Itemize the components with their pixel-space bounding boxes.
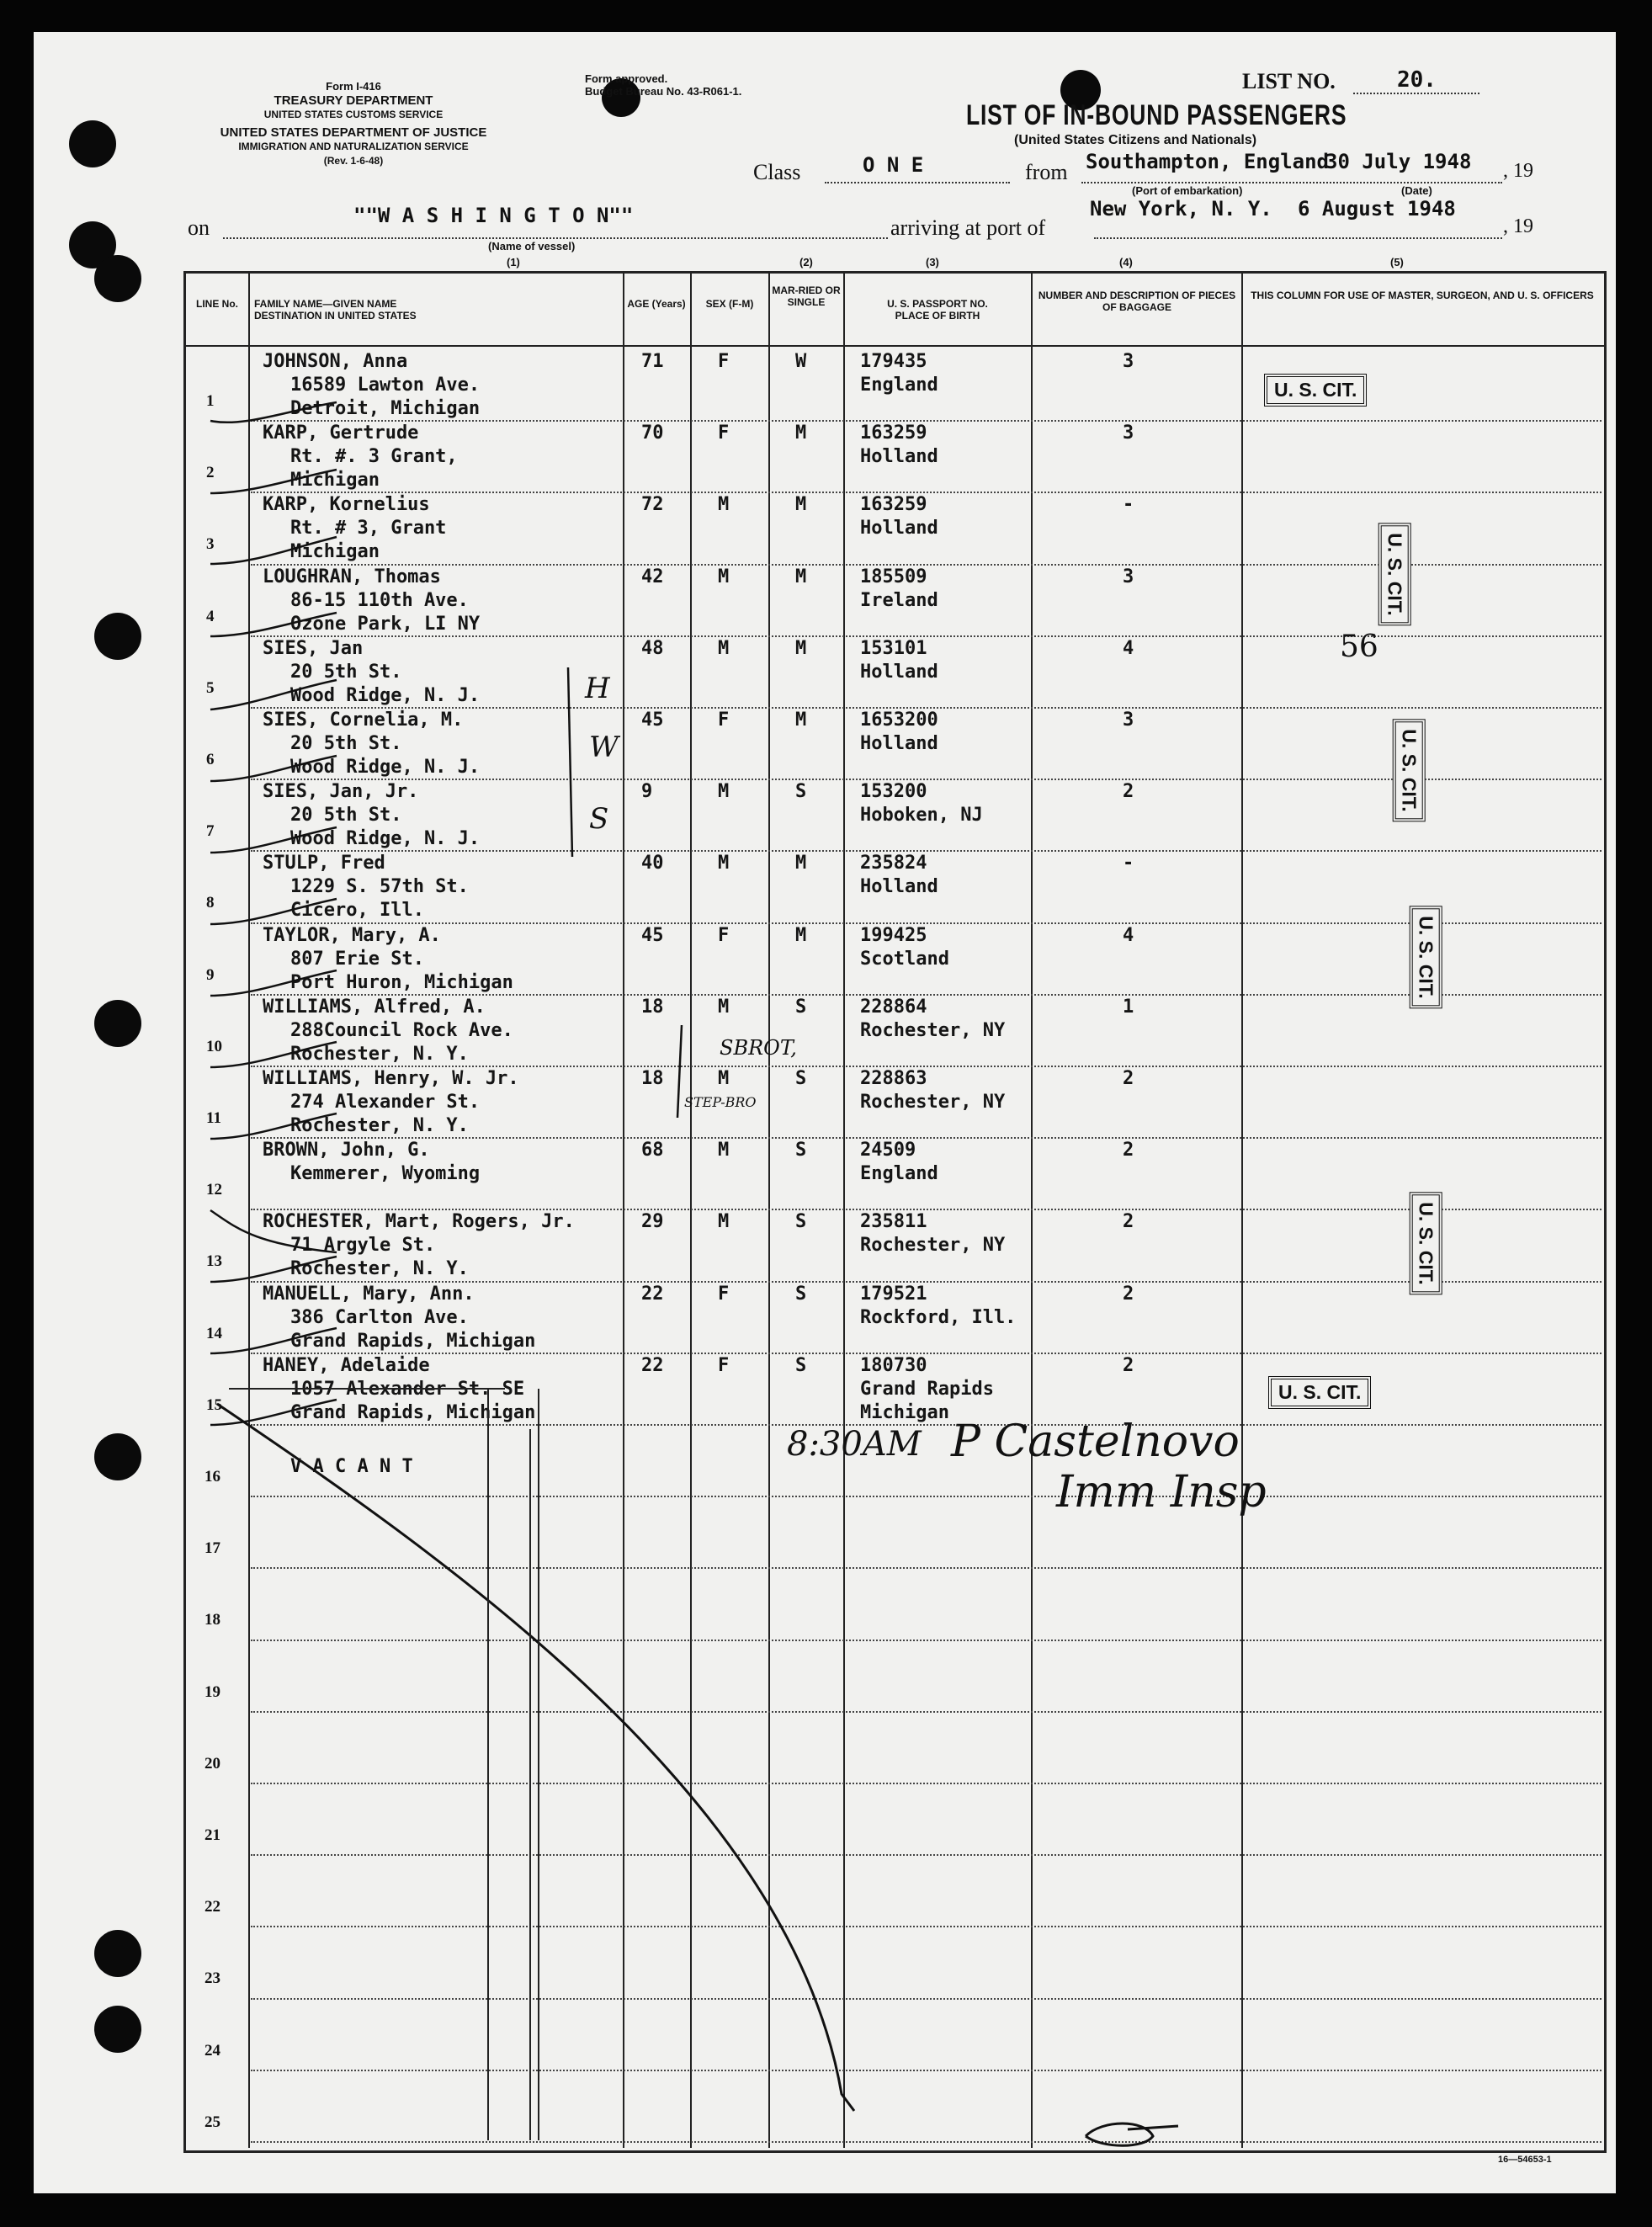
from-year: , 19	[1503, 160, 1533, 182]
us-cit-stamp: U. S. CIT.	[1410, 1192, 1442, 1294]
line-number: 9	[206, 965, 215, 984]
line-number: 11	[206, 1109, 221, 1127]
passenger-name-line: Wood Ridge, N. J.	[290, 684, 481, 706]
birthplace-cell: Rochester, NY	[860, 1235, 1006, 1257]
passenger-name-line: Rochester, N. Y.	[290, 1043, 469, 1065]
sex-cell: F	[718, 1354, 730, 1376]
passenger-name-line: MANUELL, Mary, Ann.	[263, 1283, 475, 1305]
baggage-cell: 2	[1123, 1068, 1134, 1089]
sex-cell: M	[718, 566, 730, 587]
age-cell: 22	[641, 1354, 664, 1376]
baggage-cell: 2	[1123, 1140, 1134, 1161]
baggage-cell: -	[1123, 494, 1134, 516]
vessel-name: ""W A S H I N G T O N""	[353, 204, 634, 227]
sex-cell: M	[718, 1211, 730, 1233]
passenger-name-line: SIES, Jan	[263, 637, 364, 659]
birthplace-cell: Holland	[860, 661, 938, 683]
marital-cell: S	[795, 1140, 807, 1161]
age-cell: 45	[641, 710, 664, 731]
passenger-name-line: Rochester, N. Y.	[290, 1115, 469, 1136]
manifest-page	[34, 32, 1616, 2193]
passport-cell: 185509	[860, 566, 927, 587]
passenger-name-line: Grand Rapids, Michigan	[290, 1330, 536, 1352]
marital-cell: M	[795, 494, 807, 516]
passenger-name-line: Michigan	[290, 541, 380, 563]
line-number: 8	[206, 894, 215, 912]
col-header-baggage: NUMBER AND DESCRIPTION OF PIECES OF BAGGAGE	[1038, 290, 1236, 313]
passenger-name-line: 288Council Rock Ave.	[290, 1019, 513, 1041]
arriving-date: 6 August 1948	[1298, 197, 1456, 221]
page-subtitle: (United States Citizens and Nationals)	[1014, 133, 1257, 147]
sex-cell: M	[718, 996, 730, 1018]
col-num-4: (4)	[1119, 256, 1133, 268]
passenger-name-line: 71 Argyle St.	[290, 1235, 436, 1257]
marital-cell: S	[795, 1354, 807, 1376]
passenger-name-line: Detroit, Michigan	[290, 398, 481, 419]
us-cit-stamp: U. S. CIT.	[1264, 374, 1367, 407]
line-number: 23	[205, 1969, 220, 1988]
line-number: 21	[205, 1826, 220, 1844]
passenger-name-line: SIES, Cornelia, M.	[263, 710, 464, 731]
us-cit-stamp: U. S. CIT.	[1378, 523, 1411, 625]
handwritten-h: H	[585, 672, 610, 705]
col-header-line: LINE No.	[196, 298, 238, 310]
line-number: 5	[206, 678, 215, 697]
passport-cell: 235824	[860, 853, 927, 874]
passenger-name-line: SIES, Jan, Jr.	[263, 781, 419, 803]
line-number: 19	[205, 1682, 220, 1701]
us-cit-stamp: U. S. CIT.	[1268, 1376, 1371, 1409]
line-number: 13	[206, 1252, 222, 1271]
age-cell: 71	[641, 351, 664, 372]
passenger-name-line: KARP, Gertrude	[263, 423, 419, 444]
line-number: 1	[206, 392, 215, 410]
marital-cell: M	[795, 924, 807, 946]
line-number: 12	[206, 1181, 222, 1199]
birthplace-cell: Hoboken, NJ	[860, 805, 983, 826]
passenger-name-line: Wood Ridge, N. J.	[290, 757, 481, 778]
passenger-name-line: 274 Alexander St.	[290, 1092, 481, 1113]
vacant-label: V A C A N T	[290, 1456, 413, 1477]
marital-cell: M	[795, 637, 807, 659]
marital-cell: M	[795, 853, 807, 874]
age-cell: 45	[641, 924, 664, 946]
passenger-name-line: 807 Erie St.	[290, 948, 424, 970]
line-number: 24	[205, 2041, 220, 2060]
from-port: Southampton, England	[1086, 150, 1329, 173]
line-number: 18	[205, 1611, 220, 1629]
col-num-5: (5)	[1390, 256, 1404, 268]
sex-cell: M	[718, 1140, 730, 1161]
age-cell: 29	[641, 1211, 664, 1233]
from-date: 30 July 1948	[1325, 150, 1472, 173]
passport-cell: 153101	[860, 637, 927, 659]
treasury-dept: TREASURY DEPARTMENT	[274, 93, 433, 108]
birthplace-cell: Rochester, NY	[860, 1092, 1006, 1113]
baggage-cell: 3	[1123, 351, 1134, 372]
marital-cell: M	[795, 566, 807, 587]
baggage-cell: 2	[1123, 1354, 1134, 1376]
marital-cell: W	[795, 351, 807, 372]
passenger-name-line: BROWN, John, G.	[263, 1140, 430, 1161]
sex-cell: M	[718, 1068, 730, 1089]
marital-cell: S	[795, 1068, 807, 1089]
bureau-no: Budget Bureau No. 43-R061-1.	[585, 85, 742, 98]
marital-cell: S	[795, 1211, 807, 1233]
passport-cell: 1653200	[860, 710, 938, 731]
baggage-cell: 4	[1123, 637, 1134, 659]
passport-cell: 228863	[860, 1068, 927, 1089]
birthplace-cell: Rockford, Ill.	[860, 1306, 1017, 1328]
age-cell: 42	[641, 566, 664, 587]
line-number: 22	[205, 1898, 220, 1916]
handwritten-stepbro: STEP-BRO	[684, 1094, 757, 1110]
form-number: Form I-416	[326, 80, 381, 93]
col-header-passport: U. S. PASSPORT NO. PLACE OF BIRTH	[887, 298, 988, 322]
handwritten-time: 8:30AM	[787, 1425, 922, 1464]
passenger-name-line: 386 Carlton Ave.	[290, 1306, 469, 1328]
passenger-name-line: TAYLOR, Mary, A.	[263, 924, 441, 946]
justice-dept: UNITED STATES DEPARTMENT OF JUSTICE	[220, 125, 487, 140]
line-number: 2	[206, 464, 215, 482]
age-cell: 68	[641, 1140, 664, 1161]
line-number: 14	[206, 1324, 222, 1342]
passenger-name-line: JOHNSON, Anna	[263, 351, 408, 372]
line-number: 20	[205, 1754, 220, 1773]
passport-cell: 228864	[860, 996, 927, 1018]
sex-cell: M	[718, 853, 730, 874]
page-title: LIST OF IN-BOUND PASSENGERS	[966, 99, 1347, 131]
birthplace-cell: Ireland	[860, 589, 938, 611]
passenger-name-line: HANEY, Adelaide	[263, 1354, 430, 1376]
passenger-name-line: 86-15 110th Ave.	[290, 589, 469, 611]
line-number: 7	[206, 822, 215, 841]
passport-cell: 179435	[860, 351, 927, 372]
passport-cell: 179521	[860, 1283, 927, 1305]
passenger-name-line: 20 5th St.	[290, 661, 402, 683]
passenger-name-line: Cicero, Ill.	[290, 900, 424, 922]
us-cit-stamp: U. S. CIT.	[1393, 719, 1426, 821]
passenger-name-line: Kemmerer, Wyoming	[290, 1163, 481, 1185]
passport-cell: 163259	[860, 423, 927, 444]
baggage-cell: 2	[1123, 781, 1134, 803]
footer-code: 16—54653-1	[1498, 2155, 1552, 2165]
marital-cell: S	[795, 996, 807, 1018]
baggage-cell: 3	[1123, 423, 1134, 444]
sex-cell: F	[718, 924, 730, 946]
baggage-cell: 2	[1123, 1283, 1134, 1305]
passenger-name-line: LOUGHRAN, Thomas	[263, 566, 441, 587]
baggage-cell: 2	[1123, 1211, 1134, 1233]
inspector-title: Imm Insp	[1056, 1467, 1267, 1517]
sex-cell: M	[718, 781, 730, 803]
customs-service: UNITED STATES CUSTOMS SERVICE	[263, 109, 444, 120]
arriving-port: New York, N. Y.	[1090, 197, 1272, 221]
list-no-label: LIST NO.	[1242, 69, 1336, 93]
sex-cell: F	[718, 710, 730, 731]
passenger-name-line: Rt. # 3, Grant	[290, 518, 447, 539]
passenger-name-line: 1229 S. 57th St.	[290, 876, 469, 898]
col-header-officers: THIS COLUMN FOR USE OF MASTER, SURGEON, AND U. S. OFFICERS	[1251, 290, 1594, 301]
line-number: 4	[206, 607, 215, 625]
age-cell: 22	[641, 1283, 664, 1305]
marital-cell: S	[795, 1283, 807, 1305]
cancel-line	[34, 32, 1616, 2193]
line-number: 17	[205, 1539, 220, 1558]
line-number: 15	[206, 1395, 222, 1414]
passport-cell: 199425	[860, 924, 927, 946]
line-number: 3	[206, 535, 215, 554]
marital-cell: M	[795, 423, 807, 444]
passport-cell: 24509	[860, 1140, 916, 1161]
passenger-name-line: WILLIAMS, Alfred, A.	[263, 996, 486, 1018]
form-approved: Form approved.	[585, 72, 668, 85]
passenger-name-line: STULP, Fred	[263, 853, 385, 874]
age-cell: 40	[641, 853, 664, 874]
passenger-name-line: Ozone Park, LI NY	[290, 613, 481, 635]
ins-service: IMMIGRATION AND NATURALIZATION SERVICE	[238, 141, 469, 152]
arriving-label: arriving at port of	[890, 215, 1046, 240]
line-number: 10	[206, 1037, 222, 1055]
sex-cell: F	[718, 423, 730, 444]
handwritten-w: W	[589, 731, 619, 764]
col-header-married: MAR-RIED OR SINGLE	[772, 284, 841, 308]
line-number: 16	[205, 1468, 220, 1486]
age-cell: 18	[641, 1068, 664, 1089]
birthplace-cell: Grand Rapids Michigan	[860, 1378, 994, 1423]
handwritten-brot: SBROT,	[720, 1036, 797, 1060]
passenger-name-line: WILLIAMS, Henry, W. Jr.	[263, 1068, 519, 1089]
handwritten-s: S	[589, 802, 609, 836]
birthplace-cell: England	[860, 1163, 938, 1185]
from-label: from	[1025, 160, 1068, 184]
passenger-name-line: 20 5th St.	[290, 805, 402, 826]
revision: (Rev. 1-6-48)	[323, 155, 384, 167]
birthplace-cell: England	[860, 375, 938, 396]
birthplace-cell: Scotland	[860, 948, 949, 970]
passenger-name-line: Rt. #. 3 Grant,	[290, 446, 458, 468]
arriving-year: , 19	[1503, 215, 1533, 237]
birthplace-cell: Holland	[860, 876, 938, 898]
baggage-cell: 1	[1123, 996, 1134, 1018]
port-embark-caption: (Port of embarkation)	[1132, 184, 1243, 197]
passenger-name-line: Rochester, N. Y.	[290, 1258, 469, 1280]
sex-cell: M	[718, 494, 730, 516]
passport-cell: 180730	[860, 1354, 927, 1376]
inspector-signature: P Castelnovo	[951, 1416, 1240, 1467]
birthplace-cell: Holland	[860, 518, 938, 539]
age-cell: 9	[641, 781, 653, 803]
us-cit-stamp: U. S. CIT.	[1410, 906, 1442, 1008]
passport-cell: 235811	[860, 1211, 927, 1233]
col-header-name: FAMILY NAME—GIVEN NAME DESTINATION IN UNITED STATES	[254, 298, 417, 322]
passenger-name-line: 20 5th St.	[290, 733, 402, 754]
passport-cell: 163259	[860, 494, 927, 516]
birthplace-cell: Holland	[860, 733, 938, 754]
age-cell: 70	[641, 423, 664, 444]
col-header-age: AGE (Years)	[627, 298, 686, 310]
birthplace-cell: Rochester, NY	[860, 1019, 1006, 1041]
date-caption: (Date)	[1401, 184, 1432, 197]
age-cell: 48	[641, 637, 664, 659]
passenger-name-line: Grand Rapids, Michigan	[290, 1401, 536, 1423]
line-number: 6	[206, 751, 215, 768]
baggage-cell: 4	[1123, 924, 1134, 946]
baggage-cell: 3	[1123, 566, 1134, 587]
marital-cell: M	[795, 710, 807, 731]
vessel-caption: (Name of vessel)	[488, 240, 576, 252]
passenger-name-line: Michigan	[290, 470, 380, 492]
birthplace-cell: Holland	[860, 446, 938, 468]
col-header-sex: SEX (F-M)	[705, 298, 754, 310]
baggage-cell: -	[1123, 853, 1134, 874]
col-num-1: (1)	[507, 256, 520, 268]
passenger-name-line: KARP, Kornelius	[263, 494, 430, 516]
passenger-name-line: Wood Ridge, N. J.	[290, 828, 481, 850]
baggage-cell: 3	[1123, 710, 1134, 731]
on-label: on	[188, 215, 210, 240]
handwritten-56: 56	[1340, 630, 1378, 664]
sex-cell: M	[718, 637, 730, 659]
passenger-name-line: 16589 Lawton Ave.	[290, 375, 481, 396]
marital-cell: S	[795, 781, 807, 803]
sex-cell: F	[718, 1283, 730, 1305]
class-value: O N E	[863, 153, 924, 177]
col-num-2: (2)	[799, 256, 813, 268]
passenger-name-line: ROCHESTER, Mart, Rogers, Jr.	[263, 1211, 575, 1233]
col-num-3: (3)	[926, 256, 939, 268]
age-cell: 18	[641, 996, 664, 1018]
passenger-name-line: Port Huron, Michigan	[290, 971, 513, 993]
passenger-name-line: 1057 Alexander St. SE	[290, 1378, 525, 1400]
age-cell: 72	[641, 494, 664, 516]
list-no-value: 20.	[1397, 67, 1437, 93]
passport-cell: 153200	[860, 781, 927, 803]
sex-cell: F	[718, 351, 730, 372]
line-number: 25	[205, 2113, 220, 2131]
class-label: Class	[753, 160, 801, 184]
